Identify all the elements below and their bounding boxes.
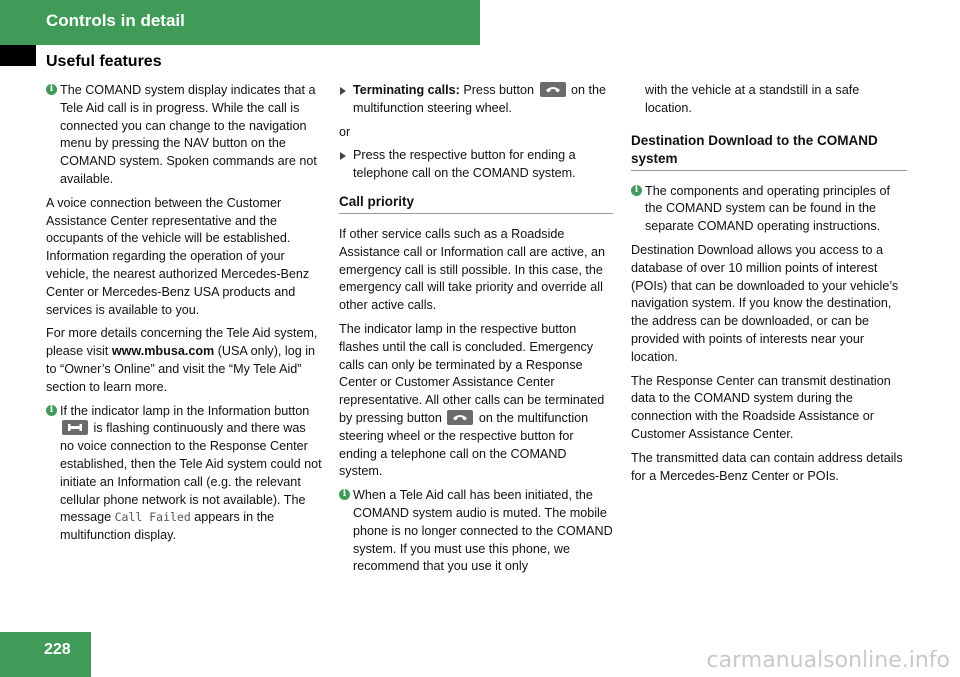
- note-text: The components and operating principles of the COMAND system can be found in the separate COMAND operating instructions.: [645, 183, 891, 234]
- column-3: [631, 82, 907, 491]
- section-tab: [0, 45, 36, 66]
- paragraph: with the vehicle at a standstill in a safe location.: [645, 83, 860, 115]
- display-message: Call Failed: [114, 510, 191, 525]
- website-link[interactable]: www.mbusa.com: [111, 344, 215, 359]
- paragraph: [46, 325, 322, 396]
- info-icon: i: [631, 185, 642, 196]
- text: on the multifunction steering wheel.: [353, 83, 607, 115]
- end-call-icon: [540, 82, 566, 97]
- text: is flashing continuously and there was no voice connection to the Response Center established, then the Tele Aid system could not initiate an Information call (e.g. the relevant cellular phone network is not available). The message: [60, 421, 322, 525]
- info-icon: i: [339, 489, 350, 500]
- paragraph: The transmitted data can contain address details for a Mercedes-Benz Center or POIs.: [631, 450, 903, 483]
- paragraph: [339, 321, 613, 481]
- text: Press button: [459, 83, 538, 97]
- note-text: When a Tele Aid call has been initiated, the COMAND system audio is muted. The mobile phone is no longer connected to the COMAND system. If you must use this phone, we recommend that you use it only: [353, 488, 613, 574]
- info-note: [631, 183, 907, 236]
- text: (USA only), log in to “Owner’s Online” and visit the “My Tele Aid” section to learn more.: [46, 344, 316, 394]
- text: on the multifunction steering wheel or the respective button for ending a telephone call on the COMAND system.: [339, 410, 589, 479]
- arrow-bullet-icon: [340, 87, 346, 95]
- step-label: Terminating calls:: [353, 83, 460, 97]
- info-icon: i: [46, 405, 57, 416]
- column-2: [339, 82, 613, 582]
- paragraph: The Response Center can transmit destination data to the COMAND system during the connection with the Roadside Assistance or Customer Assistance Center.: [631, 373, 891, 441]
- heading-call-priority: Call priority: [339, 193, 613, 214]
- section-title: Useful features: [46, 53, 162, 70]
- page-number: 228: [44, 641, 71, 658]
- info-icon: i: [46, 84, 57, 95]
- or-text: or: [339, 124, 351, 139]
- step-item: [339, 82, 613, 118]
- paragraph: Destination Download allows you access to a database of over 10 million points of interest (POIs) that can be downloaded to your vehicle’s navigation system. If you know the destination, the address can be downloaded, or can be provided with points of interests near your location.: [631, 242, 899, 364]
- heading-destination-download: Destination Download to the COMAND system: [631, 132, 907, 171]
- step-item: [339, 147, 613, 183]
- text: If the indicator lamp in the Information button: [60, 403, 310, 418]
- chapter-title: Controls in detail: [46, 11, 185, 30]
- paragraph: If other service calls such as a Roadside Assistance call or Information call are active, an emergency call is still possible. In this case, the emergency call will take priority and override all other active calls.: [339, 226, 605, 313]
- text: Press the respective button for ending a telephone call on the COMAND system.: [353, 148, 576, 181]
- paragraph: A voice connection between the Customer Assistance Center representative and the occupants of the vehicle will be established. Information regarding the operation of your vehicle, the nearest authorized Mercedes-Benz Center or Mercedes-Benz USA products and services is available to you.: [46, 195, 310, 317]
- info-note: [46, 403, 322, 545]
- watermark: carmanualsonline.info: [706, 648, 950, 673]
- text: The indicator lamp in the respective button flashes until the call is concluded. Emergency calls can only be terminated by a Response Center or Customer Assistance Center representative. All other calls can be terminated by pressing button: [339, 321, 605, 425]
- text: For more details concerning the Tele Aid system, please visit: [46, 326, 318, 359]
- end-call-icon: [447, 410, 473, 425]
- arrow-bullet-icon: [340, 152, 346, 160]
- header-bar: [0, 0, 480, 45]
- info-button-icon: [62, 420, 88, 435]
- note-text: The COMAND system display indicates that a Tele Aid call is in progress. While the call is connected you can change to the navigation menu by pressing the NAV button on the COMAND system. Spoken commands are not available.: [60, 83, 317, 186]
- info-note: [339, 487, 613, 576]
- text: appears in the multifunction display.: [60, 510, 275, 543]
- info-note: [46, 82, 322, 189]
- column-1: [46, 82, 322, 551]
